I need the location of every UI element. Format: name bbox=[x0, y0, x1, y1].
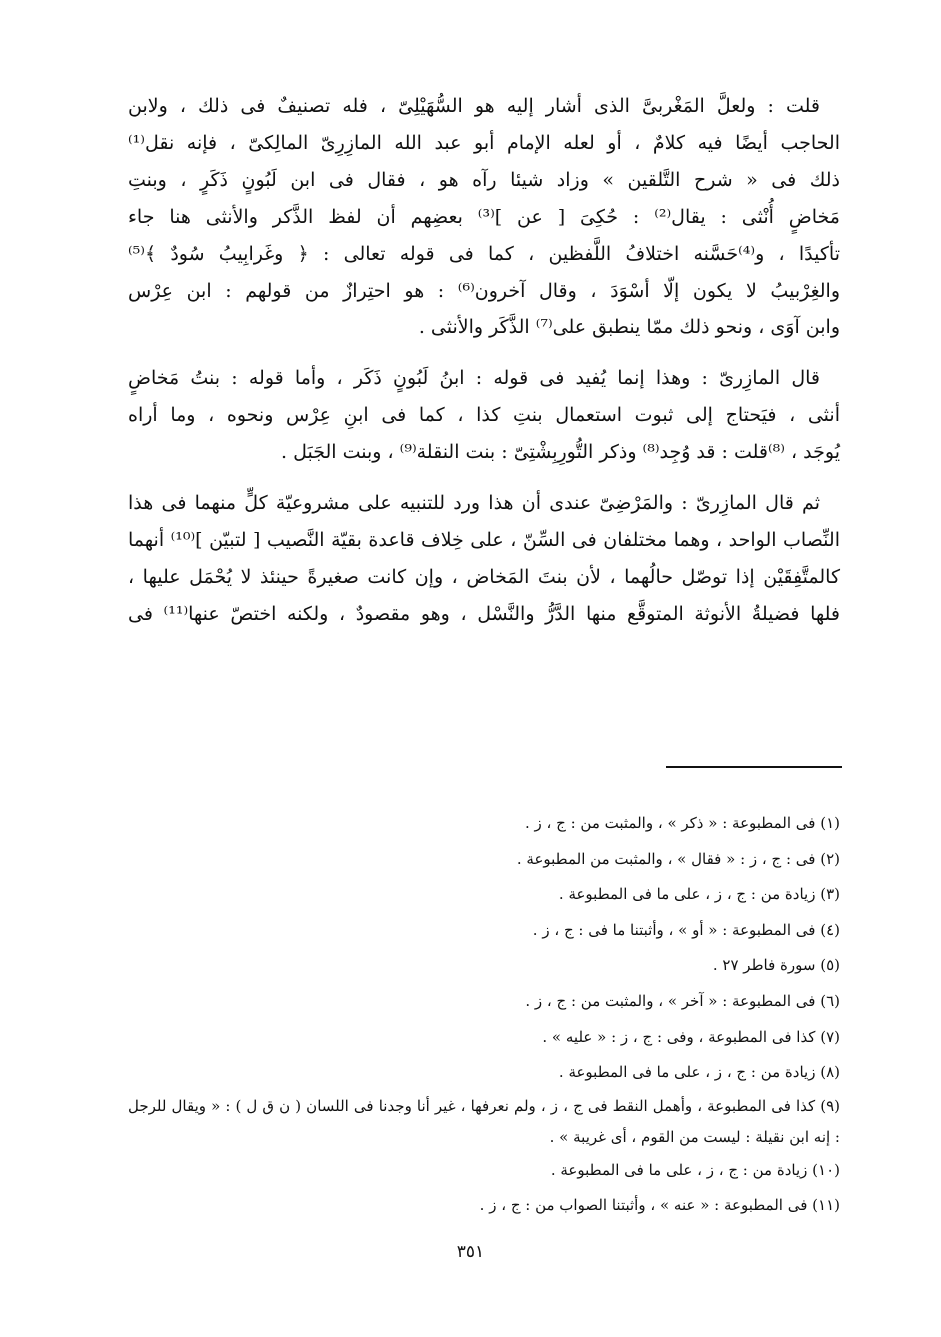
footnote-5: (٥) سورة فاطر ٢٧ . bbox=[712, 956, 840, 975]
footnote-6: (٦) فى المطبوعة : « آخر » ، والمثبت من : ج ، ز . bbox=[525, 991, 840, 1010]
paragraph-1 bbox=[128, 88, 840, 346]
text-line: ذلك فى « شرح التَّلقين » وزاد شيئا رآه هو ، فقال فى ابن لَبُونٍ ذَكَرٍ ، وبنتِ bbox=[128, 168, 840, 191]
text-line: كالمتَّفِقَيْن إذا توصّل حالُهما ، لأن بنتَ المَخاض ، وإن كانت صغيرةً حينئذ لا يُحْمَل عليها ، bbox=[128, 565, 840, 588]
footnote-4: (٤) فى المطبوعة : « أو » ، وأثبتنا ما فى : ج ، ز . bbox=[532, 920, 840, 939]
text-line: أنثى ، فيَحتاج إلى ثبوت استعمال بنتِ كذا ، كما فى ابنِ عِرْس ونحوه ، وما أراه bbox=[128, 404, 840, 427]
text-line: والغِرْبيبُ لا يكون إلّا أسْوَدَ ، وقال آخرون⁽⁶⁾ : هو احتِرازٌ من قولهم : ابن عِرْس bbox=[128, 279, 841, 302]
text-line: ثم قال المازِرىّ : والمَرْضِىّ عندى أن هذا ورد للتنبيه على مشروعيّة كلٍّ منهما فى هذا bbox=[128, 492, 820, 515]
paragraph-2 bbox=[128, 360, 840, 471]
page-number: ٣٥١ bbox=[456, 1242, 485, 1262]
text-line: النِّصاب الواحد ، وهما مختلفان فى السِّنّ ، على خِلاف قاعدة بقيّة النَّصيب [ لتبيّن ]⁽¹⁰⁾ أنهما bbox=[128, 528, 840, 551]
text-line: قال المازِرىّ : وهذا إنما يُفيد فى قوله : ابنُ لَبُونٍ ذَكَر ، وأما قوله : بنتُ مَخاضٍ bbox=[128, 367, 820, 390]
footnote-1: (١) فى المطبوعة : « ذكر » ، والمثبت من : ج ، ز . bbox=[524, 814, 840, 832]
footnote-8: (٨) زيادة من : ج ، ز ، على ما فى المطبوعة . bbox=[558, 1063, 840, 1082]
text-line: قلت : ولعلَّ المَغْربىَّ الذى أشار إليه هو السُّهَيْلِىّ ، فله تصنيفٌ فى ذلك ، ولابن bbox=[128, 95, 820, 117]
text-line: فلها فضيلةُ الأنوثة المتوقَّع منها الدَّرُّ والنَّسْل ، وهو مقصودٌ ، ولكنه اختصّ عنها⁽¹¹⁾ فى bbox=[128, 602, 840, 625]
text-line: وابن آوَى ، ونحو ذلك ممّا ينطبق على⁽⁷⁾ الذَّكَر والأنثى . bbox=[418, 316, 840, 339]
footnote-3: (٣) زيادة من : ج ، ز ، على ما فى المطبوعة . bbox=[558, 885, 840, 904]
text-line: مَخاضٍ أُنْثى : يقال⁽²⁾ : حُكِىَ [ عن ]⁽³⁾ بعضِهم أن لفظ الذَّكر والأنثى هنا جاء bbox=[128, 205, 840, 228]
footnote-11: (١١) فى المطبوعة : « عنه » ، وأثبتنا الصواب من : ج ، ز . bbox=[479, 1196, 840, 1215]
footnote-7: (٧) كذا فى المطبوعة ، وفى : ج ، ز : « عليه » . bbox=[542, 1027, 840, 1046]
paragraph-3 bbox=[128, 485, 840, 633]
text-line: الحاجب أيضًا فيه كلامٌ ، أو لعله الإمام أبو عبد الله المازِرِىّ المالِكىّ ، فإنه نقل⁽¹⁾ bbox=[128, 131, 840, 154]
footnote-9: (٩) كذا فى المطبوعة ، وأهمل النقط فى ج ، ز ، ولم نعرفها ، غير أنا وجدنا فى اللسان ( ن ق ل ) : « ويقال للرجل : إنه ابن نقيلة : ليست من القوم ، أى غريبة » . bbox=[128, 1096, 840, 1146]
text-line: يُوجَد ، ⁽⁸⁾قلت : قد وُجِد⁽⁸⁾ وذكر التُّورِبِشْتِىّ : بنت النقلة⁽⁹⁾ ، وبنت الجَبَل . bbox=[281, 441, 840, 464]
footnote-2: (٢) فى : ج ، ز : « فقال » ، والمثبت من المطبوعة . bbox=[516, 849, 840, 868]
footnotes bbox=[128, 806, 840, 1224]
footnote-10: (١٠) زيادة من : ج ، ز ، على ما فى المطبوعة . bbox=[550, 1160, 840, 1179]
footnote-separator bbox=[666, 766, 842, 768]
text-line: تأكيدًا ، و⁽⁴⁾حَسَّنه اختلافُ اللَّفظين ، كما فى قوله تعالى : ﴿ وغَرابِيبُ سُودٌ ﴾⁽⁵⁾ bbox=[128, 242, 840, 265]
main-text bbox=[128, 88, 840, 647]
